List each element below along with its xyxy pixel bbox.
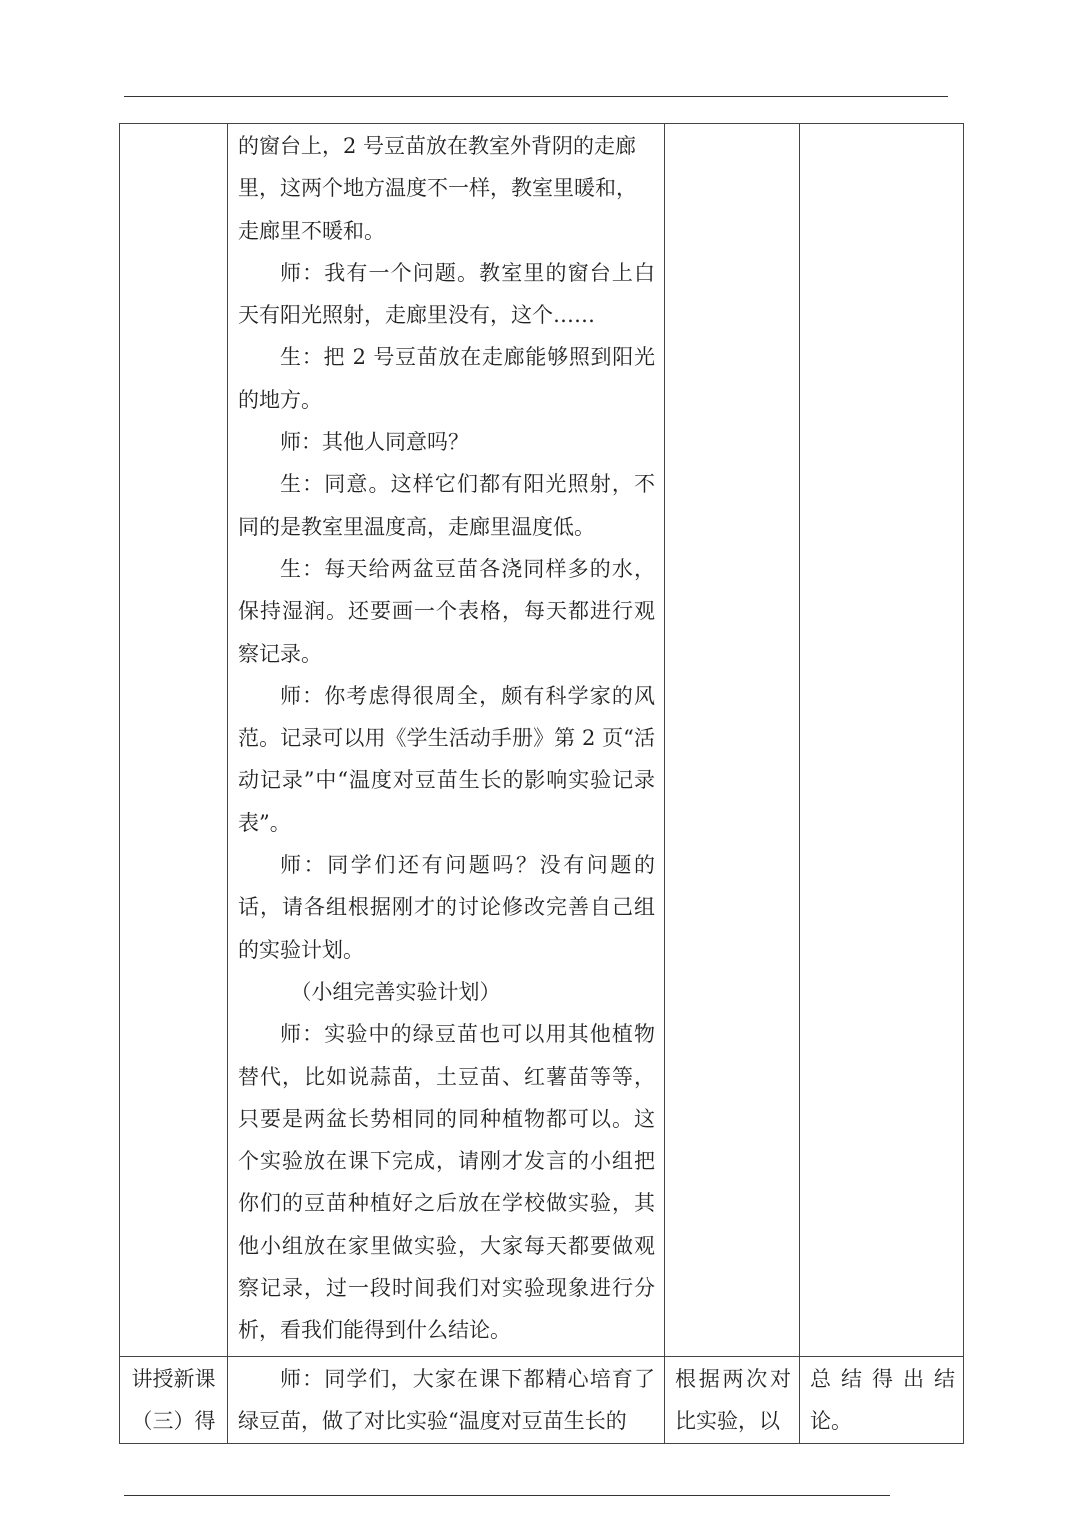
dialogue-paragraph: 师：其他人同意吗？: [280, 430, 469, 455]
student-activity-text: 根据两次对比实验，以: [675, 1367, 791, 1434]
stage-cell: [120, 1357, 228, 1444]
dialogue-paragraph: 生：把 2 号豆苗放在走廊能够照到阳光的地方。: [238, 345, 655, 412]
design-intent-text: 总结得出结论。: [810, 1367, 955, 1434]
dialogue-paragraph: 师：我有一个问题。教室里的窗台上白天有阳光照射，走廊里没有，这个……: [238, 260, 655, 328]
dialogue-paragraph: 师：实验中的绿豆苗也可以用其他植物替代，比如说蒜苗，土豆苗、红薯苗等等，只要是两盆长势相同的同种植物都可以。这个实验放在课下完成，请刚才发言的小组把你们的豆苗种植好之后放在学校做实验，其他小组放在家里做实验，大家每天都要做观察记录，过一段时间我们对实验现象进行分析，看我们能得到什么结论。: [238, 1022, 655, 1343]
table-row: [120, 1357, 964, 1444]
dialogue-paragraph: 生：同意。这样它们都有阳光照射，不同的是教室里温度高，走廊里温度低。: [238, 472, 655, 539]
design-intent-cell-empty: [800, 124, 964, 1357]
footer-rule: [124, 1495, 890, 1496]
lesson-plan-table: [119, 123, 964, 1444]
student-activity-cell: [665, 1357, 800, 1444]
teacher-activity-cell: [228, 1357, 665, 1444]
teacher-activity-cell: [228, 124, 665, 1357]
design-intent-cell: [800, 1357, 964, 1444]
continued-line: 里，这两个地方温度不一样，教室里暖和，: [238, 176, 637, 201]
continued-line: 走廊里不暖和。: [238, 218, 385, 243]
dialogue-paragraph: 师：同学们，大家在课下都精心培育了绿豆苗，做了对比实验“温度对豆苗生长的: [238, 1367, 655, 1434]
table-row: [120, 124, 964, 1357]
continued-paragraph: [238, 125, 655, 252]
group-activity-note: （小组完善实验计划）: [290, 979, 501, 1004]
continued-line: 的窗台上，2 号豆苗放在教室外背阴的走廊: [238, 134, 637, 158]
student-activity-cell-empty: [665, 124, 800, 1357]
dialogue-paragraph: 师：你考虑得很周全，颇有科学家的风范。记录可以用《学生活动手册》第 2 页“活动记录”中“温度对豆苗生长的影响实验记录表”。: [238, 683, 655, 835]
dialogue-paragraph: 生：每天给两盆豆苗各浇同样多的水，保持湿润。还要画一个表格，每天都进行观察记录。: [238, 556, 655, 666]
header-rule: [124, 96, 948, 97]
stage-label: 讲授新课（三）得: [131, 1367, 216, 1434]
dialogue-paragraph: 师：同学们还有问题吗？没有问题的话，请各组根据刚才的讨论修改完善自己组的实验计划。: [238, 853, 655, 962]
stage-cell-empty: [120, 124, 228, 1357]
